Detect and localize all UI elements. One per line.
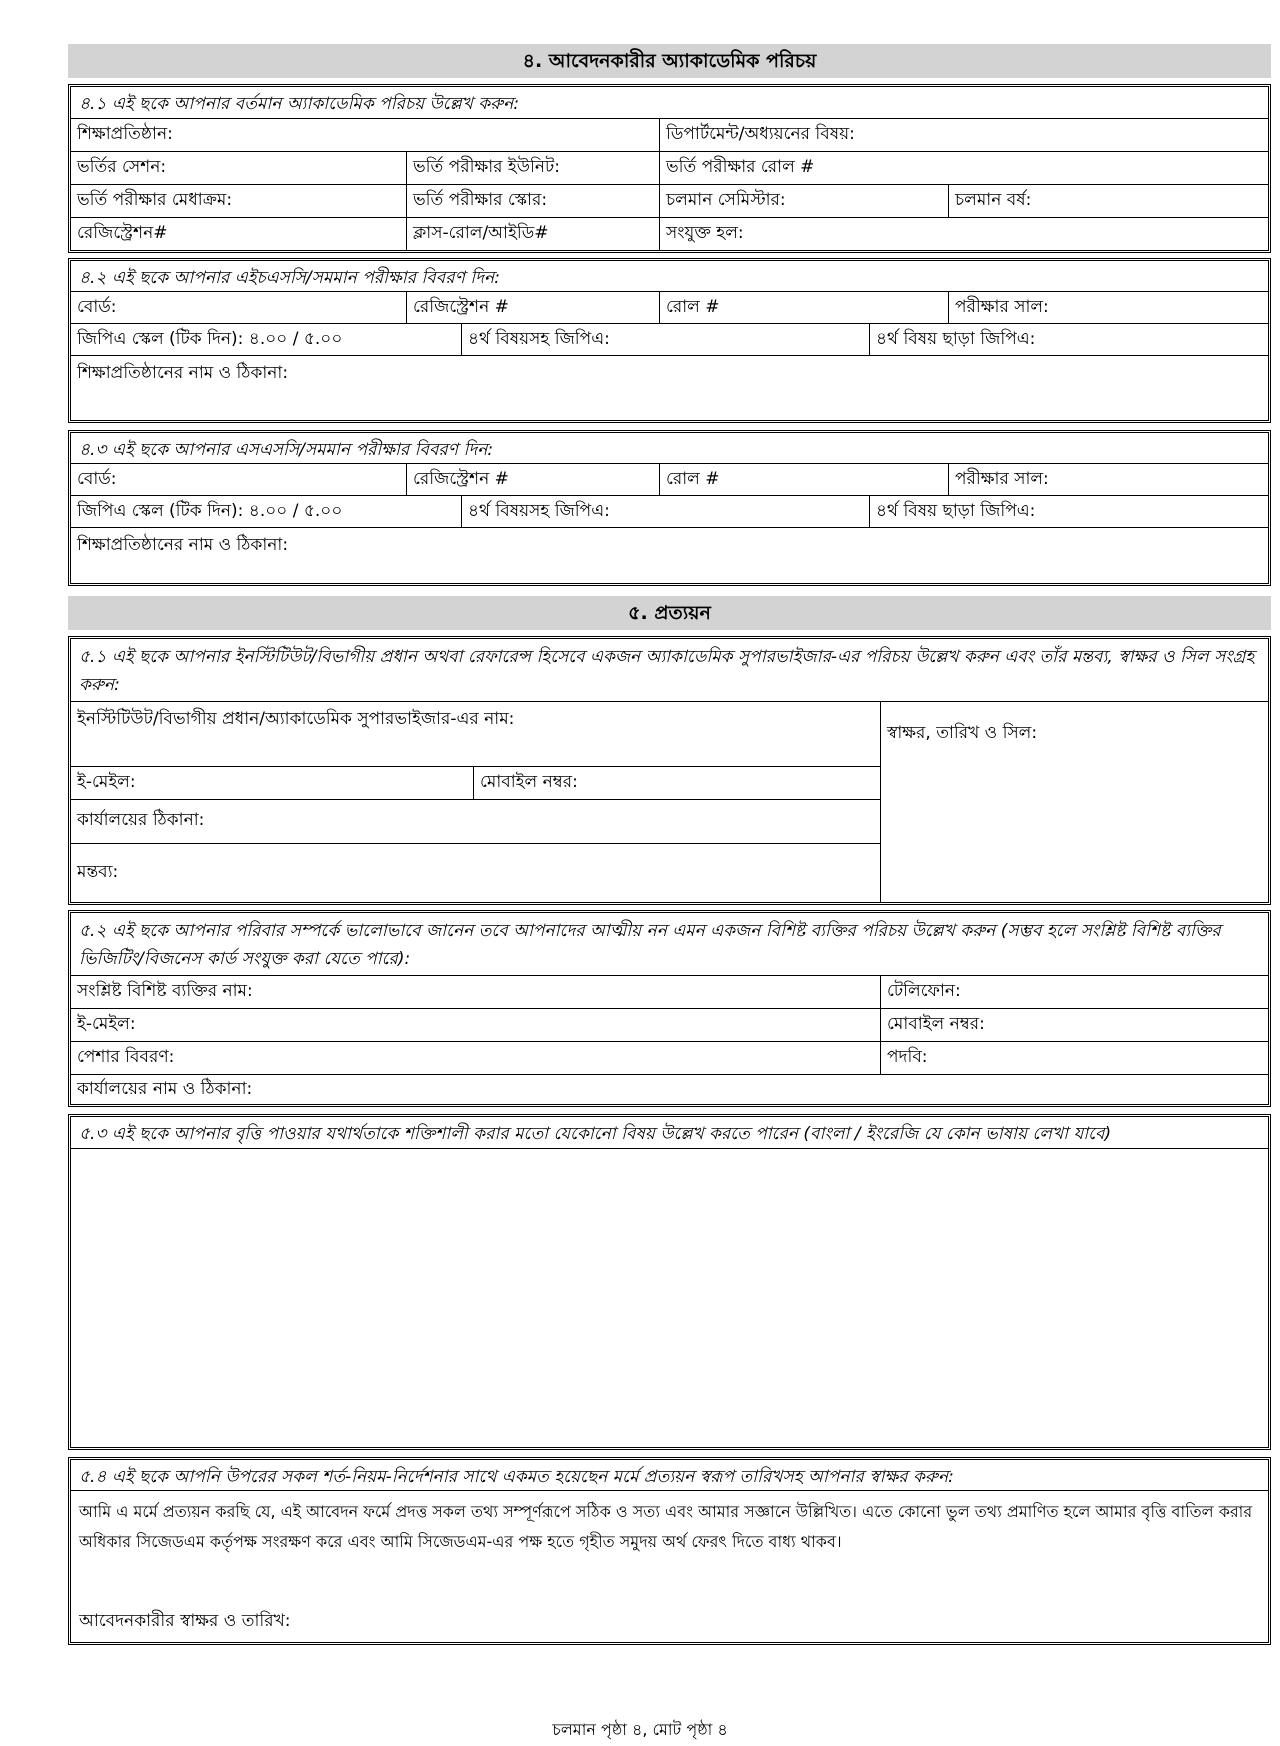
instruction-5-2: ৫.২ এই ছকে আপনার পরিবার সম্পর্কে ভালোভাবে জানেন তবে আপনাদের আত্মীয় নন এমন একজন বিশিষ্ট ব্যক্তির পরিচয় উল্লেখ করুন (সম্ভব হলে সংশ্লিষ্ট বিশিষ্ট ব্যক্তির ভিজিটিং/বিজনেস কার্ড সংযুক্ত করা যেতে পারে): xyxy=(79,921,1221,969)
admission-unit-field[interactable]: ভর্তি পরীক্ষার ইউনিট: xyxy=(406,152,659,184)
instruction-4-2: ৪.২ এই ছকে আপনার এইচএসসি/সমমান পরীক্ষার বিবরণ দিন: xyxy=(79,268,500,288)
ssc-exam-year-field[interactable]: পরীক্ষার সাল: xyxy=(948,464,1268,495)
ssc-gpa-without-4th-field[interactable]: ৪র্থ বিষয় ছাড়া জিপিএ: xyxy=(869,496,1268,527)
form-page xyxy=(68,44,1271,1645)
attached-hall-field[interactable]: সংযুক্ত হল: xyxy=(659,218,1268,250)
current-semester-field[interactable]: চলমান সেমিস্টার: xyxy=(659,185,948,217)
class-roll-field[interactable]: ক্লাস-রোল/আইডি# xyxy=(406,218,659,250)
institution-field[interactable]: শিক্ষাপ্রতিষ্ঠান: xyxy=(77,124,173,144)
hsc-exam-year-field[interactable]: পরীক্ষার সাল: xyxy=(948,292,1268,323)
section-4-header: ৪. আবেদনকারীর অ্যাকাডেমিক পরিচয় xyxy=(68,44,1271,78)
department-field[interactable]: ডিপার্টমেন্ট/অধ্যয়নের বিষয়: xyxy=(659,119,1268,151)
reference-email-field[interactable]: ই-মেইল: xyxy=(77,771,136,792)
hsc-board-field[interactable]: বোর্ড: xyxy=(77,296,117,317)
reference-mobile-field[interactable]: মোবাইল নম্বর: xyxy=(473,767,880,799)
ssc-institution-address-field[interactable]: শিক্ষাপ্রতিষ্ঠানের নাম ও ঠিকানা: xyxy=(77,535,289,555)
ssc-registration-field[interactable]: রেজিস্ট্রেশন # xyxy=(406,464,659,495)
instruction-5-1: ৫.১ এই ছকে আপনার ইনস্টিটিউট/বিভাগীয় প্রধান অথবা রেফারেন্স হিসেবে একজন অ্যাকাডেমিক সুপারভাইজার-এর পরিচয় উল্লেখ করুন এবং তাঁর মন্তব্য, স্বাক্ষর ও সিল সংগ্রহ করুন: xyxy=(79,647,1255,695)
admission-session-field[interactable]: ভর্তির সেশন: xyxy=(77,157,167,177)
section-5-header: ৫. প্রত্যয়ন xyxy=(68,596,1271,630)
instruction-5-4: ৫.৪ এই ছকে আপনি উপরের সকল শর্ত-নিয়ম-নির্দেশনার সাথে একমত হয়েছেন মর্মে প্রত্যয়ন স্বরূপ তারিখসহ আপনার স্বাক্ষর করুন: xyxy=(79,1467,954,1487)
admission-roll-field[interactable]: ভর্তি পরীক্ষার রোল # xyxy=(659,152,1268,184)
current-year-field[interactable]: চলমান বর্ষ: xyxy=(948,185,1268,217)
person-office-field[interactable]: কার্যালয়ের নাম ও ঠিকানা: xyxy=(77,1078,253,1099)
merit-position-field[interactable]: ভর্তি পরীক্ষার মেধাক্রম: xyxy=(77,190,233,210)
block-5-3 xyxy=(68,1114,1271,1450)
ssc-gpa-with-4th-field[interactable]: ৪র্থ বিষয়সহ জিপিএ: xyxy=(461,496,869,527)
registration-field[interactable]: রেজিস্ট্রেশন# xyxy=(77,223,168,243)
ssc-board-field[interactable]: বোর্ড: xyxy=(77,468,117,489)
ssc-roll-field[interactable]: রোল # xyxy=(659,464,948,495)
applicant-signature-field[interactable]: আবেদনকারীর স্বাক্ষর ও তারিখ: xyxy=(79,1611,291,1631)
declaration-text: আমি এ মর্মে প্রত্যয়ন করছি যে, এই আবেদন ফর্মে প্রদত্ত সকল তথ্য সম্পূর্ণরূপে সঠিক ও সত্য এবং আমার সজ্ঞানে উল্লিখিত। এতে কোনো ভুল তথ্য প্রমাণিত হলে আমার বৃত্তি বাতিল করার অধিকার সিজেডএম কর্তৃপক্ষ সংরক্ষণ করে এবং আমি সিজেডএম-এর পক্ষ হতে গৃহীত সমুদয় অর্থ ফেরৎ দিতে বাধ্য থাকব। xyxy=(79,1502,1253,1551)
block-4-3 xyxy=(68,430,1271,586)
reference-comment-field[interactable]: মন্তব্য: xyxy=(77,862,119,883)
person-profession-field[interactable]: পেশার বিবরণ: xyxy=(77,1047,175,1067)
hsc-gpa-without-4th-field[interactable]: ৪র্থ বিষয় ছাড়া জিপিএ: xyxy=(869,324,1268,355)
signature-seal-field[interactable]: স্বাক্ষর, তারিখ ও সিল: xyxy=(880,702,1268,902)
instruction-4-3: ৪.৩ এই ছকে আপনার এসএসসি/সমমান পরীক্ষার বিবরণ দিন: xyxy=(79,440,494,460)
person-name-field[interactable]: সংশ্লিষ্ট বিশিষ্ট ব্যক্তির নাম: xyxy=(77,981,253,1001)
ssc-gpa-scale-field[interactable]: জিপিএ স্কেল (টিক দিন): ৪.০০ / ৫.০০ xyxy=(77,500,343,521)
block-4-1 xyxy=(68,84,1271,253)
hsc-registration-field[interactable]: রেজিস্ট্রেশন # xyxy=(406,292,659,323)
person-email-field[interactable]: ই-মেইল: xyxy=(77,1014,136,1034)
page-footer: চলমান পৃষ্ঠা ৪, মোট পৃষ্ঠা ৪ xyxy=(552,1720,728,1739)
hsc-gpa-with-4th-field[interactable]: ৪র্থ বিষয়সহ জিপিএ: xyxy=(461,324,869,355)
block-4-2 xyxy=(68,258,1271,423)
instruction-4-1: ৪.১ এই ছকে আপনার বর্তমান অ্যাকাডেমিক পরিচয় উল্লেখ করুন: xyxy=(79,94,520,114)
hsc-gpa-scale-field[interactable]: জিপিএ স্কেল (টিক দিন): ৪.০০ / ৫.০০ xyxy=(77,328,343,349)
person-telephone-field[interactable]: টেলিফোন: xyxy=(880,976,1268,1008)
block-5-2 xyxy=(68,910,1271,1107)
person-designation-field[interactable]: পদবি: xyxy=(880,1042,1268,1074)
reference-info-group xyxy=(71,702,880,902)
hsc-roll-field[interactable]: রোল # xyxy=(659,292,948,323)
admission-score-field[interactable]: ভর্তি পরীক্ষার স্কোর: xyxy=(406,185,659,217)
instruction-5-3: ৫.৩ এই ছকে আপনার বৃত্তি পাওয়ার যথার্থতাকে শক্তিশালী করার মতো যেকোনো বিষয় উল্লেখ করতে পারেন (বাংলা / ইংরেজি যে কোন ভাষায় লেখা যাবে) xyxy=(79,1124,1112,1144)
person-mobile-field[interactable]: মোবাইল নম্বর: xyxy=(880,1009,1268,1041)
justification-textarea[interactable] xyxy=(71,1149,1268,1447)
reference-office-address-field[interactable]: কার্যালয়ের ঠিকানা: xyxy=(77,810,205,831)
head-name-field[interactable]: ইনস্টিটিউট/বিভাগীয় প্রধান/অ্যাকাডেমিক সুপারভাইজার-এর নাম: xyxy=(77,709,515,729)
block-5-1 xyxy=(68,636,1271,905)
hsc-institution-address-field[interactable]: শিক্ষাপ্রতিষ্ঠানের নাম ও ঠিকানা: xyxy=(77,363,289,383)
block-5-4 xyxy=(68,1457,1271,1645)
